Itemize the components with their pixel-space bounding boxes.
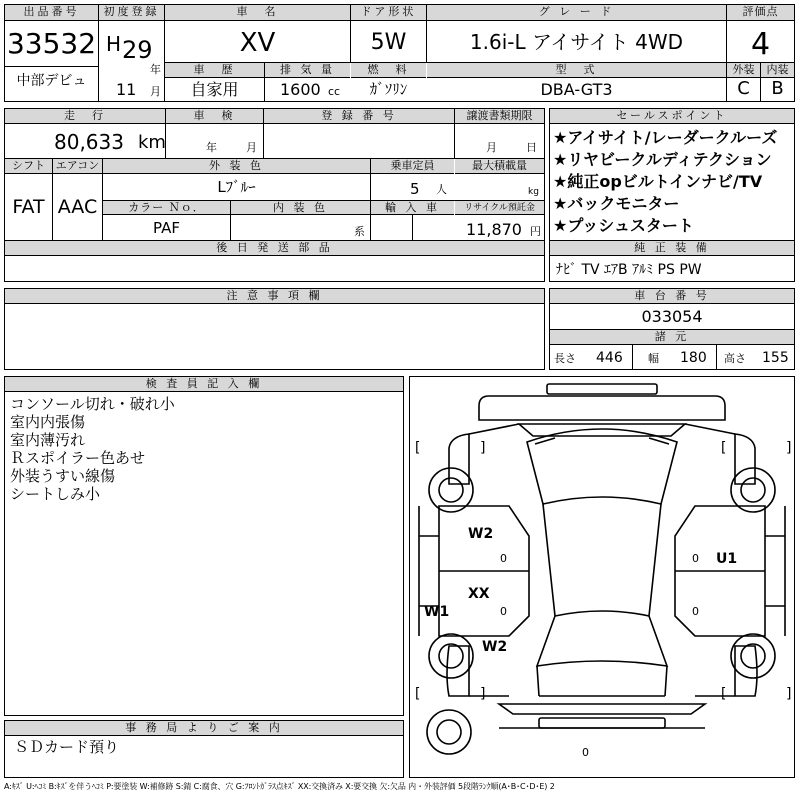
car-name: XV [239, 28, 276, 58]
length-value: 446 [596, 350, 623, 366]
capacity-label: 乗車定員 [371, 159, 454, 174]
width-value: 180 [680, 350, 707, 366]
damage-mark-u1: U1 [716, 551, 738, 567]
svg-text:]: ] [479, 686, 488, 702]
mileage-label: 走 行 [5, 109, 165, 124]
height-label: 高さ [724, 352, 746, 365]
damage-mark-w2-rear: W2 [482, 639, 508, 655]
transfer-label: 譲渡書類期限 [455, 109, 544, 124]
capacity-value: 5 [410, 180, 420, 198]
grade-value: 1.6i-L アイサイト 4WD [469, 30, 684, 54]
svg-text:[: [ [719, 686, 728, 702]
shift-value: FAT [12, 196, 45, 218]
svg-text:]: ] [785, 440, 794, 456]
model-label: 型 式 [427, 63, 726, 78]
import-label: 輸 入 車 [371, 201, 454, 215]
damage-mark-w1: W1 [424, 604, 450, 620]
sales-point-item: ★バックモニター [553, 194, 680, 213]
sales-point-item: ★純正opビルトインナビ/TV [553, 172, 763, 191]
history-label: 車 歴 [165, 63, 264, 78]
recycle-unit: 円 [530, 225, 541, 238]
model-value: DBA-GT3 [540, 80, 613, 99]
equipment-label: 純 正 装 備 [550, 241, 794, 256]
length-label: 長さ [554, 352, 576, 365]
insp-year-unit: 年 [206, 141, 217, 154]
maxload-label: 最大積載量 [455, 159, 544, 174]
inspection-label: 車 検 [166, 109, 263, 124]
svg-text:]: ] [479, 440, 488, 456]
color-no-label: カラー Ｎｏ． [103, 201, 230, 215]
displacement-unit: cc [328, 85, 341, 98]
damage-mark-xx: XX [468, 586, 490, 602]
height-value: 155 [762, 350, 789, 366]
debut-label: 中部デビュ [16, 73, 87, 89]
int-grade: B [771, 78, 784, 99]
office-text: ＳＤカード預り [14, 738, 120, 756]
inspector-line: コンソール切れ・破れ小 [10, 395, 175, 413]
zero-mark: 0 [692, 552, 699, 565]
aircon-label: エアコン [53, 159, 102, 174]
inspector-line: 外装うすい線傷 [10, 467, 116, 485]
chassis-label: 車 台 番 号 [550, 289, 794, 304]
width-label: 幅 [648, 352, 659, 365]
svg-text:[: [ [413, 686, 422, 702]
chassis-value: 033054 [641, 307, 703, 326]
zero-mark: 0 [500, 605, 507, 618]
capacity-unit: 人 [436, 183, 447, 196]
month-unit: 月 [150, 85, 161, 98]
zero-mark: 0 [582, 746, 589, 759]
int-color-label: 内 装 色 [231, 201, 370, 215]
door-type: 5W [370, 30, 407, 55]
notes-label: 注 意 事 項 欄 [5, 289, 544, 304]
reg-no-label: 登 録 番 号 [264, 109, 454, 124]
reg-year: 29 [122, 36, 153, 64]
fuel-value: ｶﾞｿﾘﾝ [369, 80, 408, 98]
maxload-unit: kg [528, 187, 539, 197]
reg-month: 11 [116, 80, 137, 99]
zero-mark: 0 [692, 605, 699, 618]
svg-text:[: [ [719, 440, 728, 456]
sales-point-item: ★アイサイト/レーダークルーズ [553, 128, 778, 147]
int-color-unit: 系 [354, 225, 365, 238]
inspector-label: 検 査 員 記 入 欄 [5, 377, 403, 392]
sales-point-item: ★プッシュスタート [553, 216, 694, 235]
aircon-value: AAC [57, 196, 98, 218]
mileage-value: 80,633 [54, 130, 124, 154]
car-outline-diagram [409, 376, 795, 778]
equipment-value: ﾅﾋﾞ TV ｴｱB ｱﾙﾐ PS PW [556, 262, 702, 278]
score-label: 評価点 [727, 5, 794, 21]
inspector-line: シートしみ小 [10, 485, 101, 503]
insp-month-unit: 月 [246, 141, 257, 154]
door-label: ドア形状 [351, 5, 426, 21]
fuel-label: 燃 料 [351, 63, 426, 78]
year-unit: 年 [150, 63, 161, 76]
inspector-line: Ｒスポイラー色あせ [10, 449, 146, 467]
damage-mark-w2-front: W2 [468, 526, 494, 542]
displacement-value: 1600 [280, 80, 321, 99]
ext-color-value: Lﾌﾞﾙｰ [217, 178, 256, 196]
era: H [106, 32, 122, 56]
ext-color-label: 外 装 色 [103, 159, 370, 174]
zero-mark: 0 [500, 552, 507, 565]
sales-points-label: セールスポイント [550, 109, 794, 124]
shift-label: シフト [5, 159, 52, 174]
ext-label: 外装 [727, 63, 760, 78]
inspector-line: 室内内張傷 [10, 413, 86, 431]
inspector-line: 室内薄汚れ [10, 431, 86, 449]
office-label: 事 務 局 よ り ご 案 内 [5, 721, 403, 736]
lot-no-label: 出品番号 [5, 5, 98, 21]
grade-label: グ レ ー ド [427, 5, 726, 21]
score-value: 4 [750, 27, 771, 62]
int-label: 内装 [761, 63, 794, 78]
displacement-label: 排 気 量 [265, 63, 350, 78]
mileage-unit: km [138, 132, 166, 153]
recycle-label: リサイクル預託金 [455, 201, 544, 215]
ext-grade: C [737, 78, 750, 99]
color-no-value: PAF [153, 219, 180, 237]
history-value: 自家用 [190, 80, 239, 99]
transfer-month: 月 [486, 141, 497, 154]
first-reg-label: 初度登録 [99, 5, 164, 21]
legend-text: A:ｷｽﾞ U:ﾍｺﾐ B:ｷｽﾞを伴うﾍｺﾐ P:要塗装 W:補修跡 S:錆 C:腐食、穴 G:ﾌﾛﾝﾄｶﾞﾗｽ点ｷｽﾞ XX:交換済み X:要交換 欠:欠品 内・外装評価 5段階ﾗﾝｸ順(A･B･C･D･E) 2 [4, 782, 555, 791]
lot-number: 33532 [6, 27, 97, 60]
specs-label: 諸 元 [550, 330, 794, 345]
car-name-label: 車 名 [165, 5, 350, 21]
svg-text:]: ] [785, 686, 794, 702]
svg-text:[: [ [413, 440, 422, 456]
later-parts-label: 後 日 発 送 部 品 [5, 241, 544, 256]
recycle-value: 11,870 [466, 220, 522, 239]
transfer-day: 日 [526, 141, 537, 154]
sales-point-item: ★リヤビークルディテクション [553, 150, 772, 169]
